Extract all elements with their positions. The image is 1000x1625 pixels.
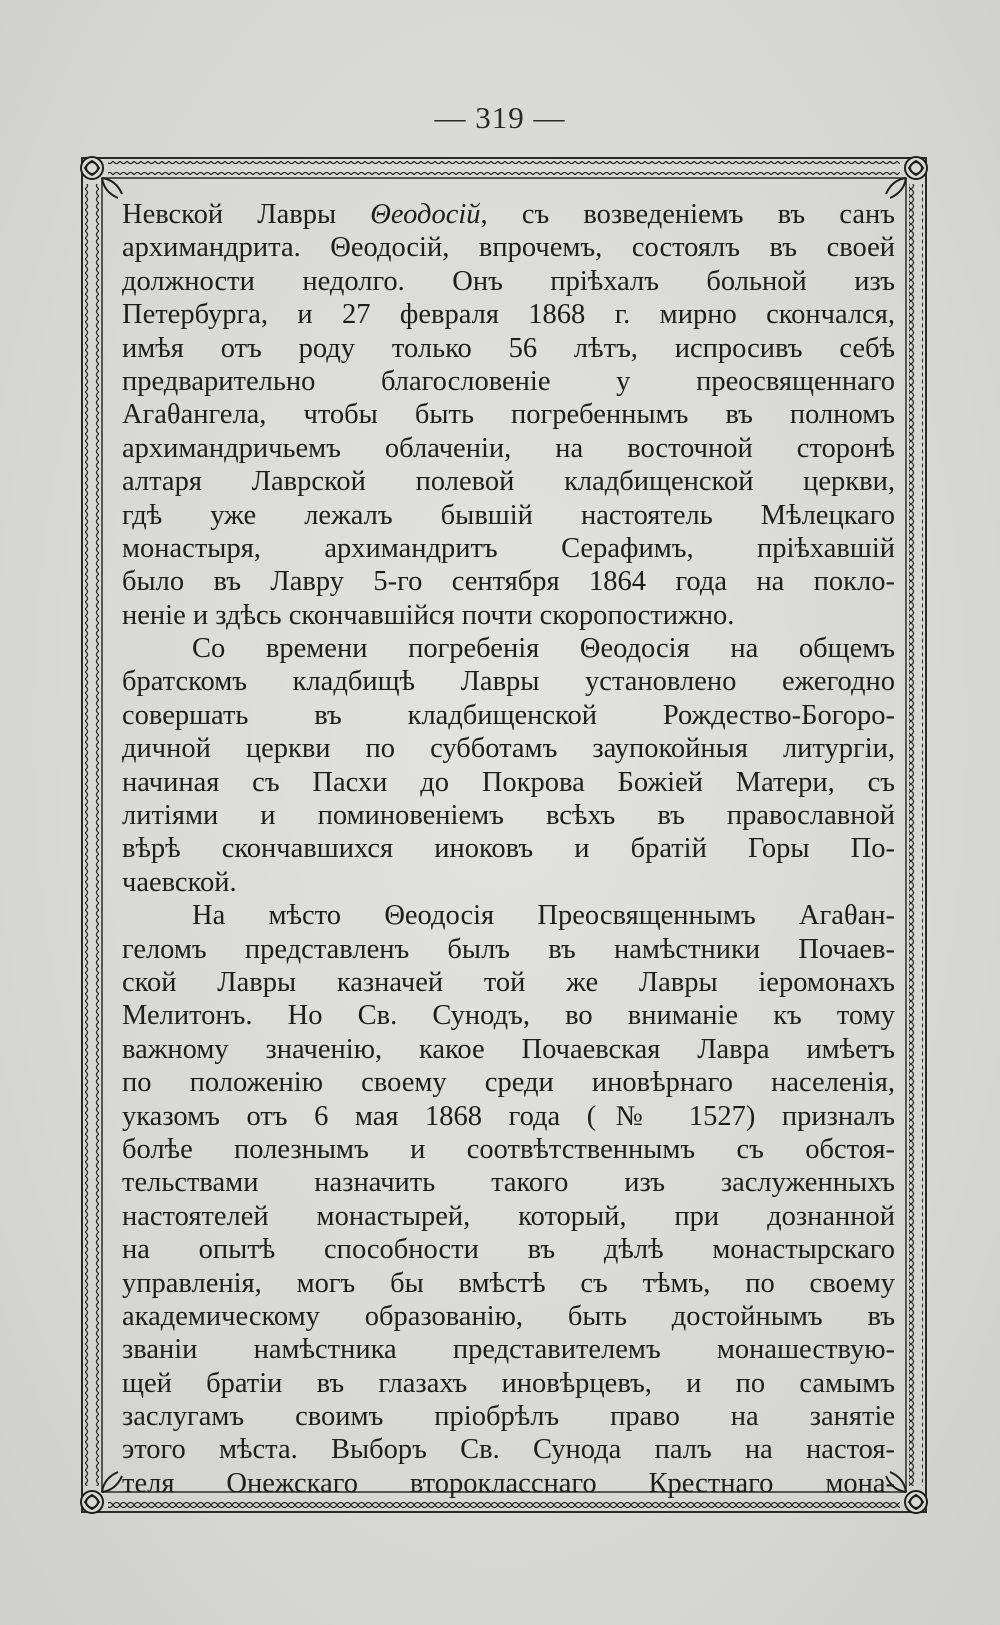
text-line: геломъ представленъ былъ въ намѣстники Почаев- (122, 933, 895, 965)
text-line: по положенію своему среди иновѣрнаго населенія, (122, 1067, 895, 1099)
text-line: имѣя отъ роду только 56 лѣтъ, испросивъ себѣ (122, 332, 895, 364)
text-line: указомъ отъ 6 мая 1868 года (№ 1527) призналъ (122, 1100, 895, 1132)
ornamental-frame (78, 154, 930, 1516)
text-line: архимандрита. Θеодосій, впрочемъ, состоялъ въ своей (122, 232, 895, 264)
text-line: управленія, могъ бы вмѣстѣ съ тѣмъ, по своему (122, 1267, 895, 1299)
text-line: щей братіи въ глазахъ иновѣрцевъ, и по самымъ (122, 1367, 895, 1399)
text-line: предварительно благословеніе у преосвященнаго (122, 365, 895, 397)
text-line: Невской Лавры Θеодосій, съ возведеніемъ въ санъ (122, 199, 895, 230)
text-line: На мѣсто Θеодосія Преосвященнымъ Агаθан- (192, 900, 895, 932)
text-line: заслугамъ своимъ пріобрѣлъ право на занятіе (122, 1401, 895, 1433)
text-line: совершать въ кладбищенской Рождество-Богоро- (122, 699, 895, 731)
text-line: тельствами назначить такого изъ заслуженныхъ (122, 1167, 895, 1199)
text-line: теля Онежскаго второкласснаго Крестнаго мона- (122, 1467, 895, 1499)
text-line: академическому образованію, быть достойнымъ въ (122, 1300, 895, 1332)
text-line: Мелитонъ. Но Св. Сунодъ, во вниманіе къ тому (122, 1000, 895, 1032)
text-line: литіями и поминовеніемъ всѣхъ въ православной (122, 800, 895, 832)
text-line: должности недолго. Онъ пріѣхалъ больной изъ (122, 265, 895, 297)
text-line: вѣрѣ скончавшихся иноковъ и братій Горы По- (122, 833, 895, 865)
text-line: было въ Лавру 5-го сентября 1864 года на покло- (122, 566, 895, 598)
text-line: ской Лавры казначей той же Лавры іеромонахъ (122, 966, 895, 998)
text-line: Петербурга, и 27 февраля 1868 г. мирно скончался, (122, 299, 895, 331)
text-line: неніе и здѣсь скончавшійся почти скоропостижно. (122, 599, 735, 631)
text-line: монастыря, архимандритъ Серафимъ, пріѣхавшій (122, 532, 895, 564)
text-line: на опытѣ способности въ дѣлѣ монастырскаго (122, 1234, 895, 1266)
text-line: братскомъ кладбищѣ Лавры установлено ежегодно (122, 666, 895, 698)
text-line: Со времени погребенія Θеодосія на общемъ (192, 633, 895, 665)
text-line: гдѣ уже лежалъ бывшій настоятель Мѣлецкаго (122, 499, 895, 531)
text-line: болѣе полезнымъ и соотвѣтственнымъ съ обстоя- (122, 1133, 895, 1165)
page-number: — 319 — (434, 100, 566, 135)
text-line: чаевской. (122, 866, 237, 898)
text-line: начиная съ Пасхи до Покрова Божіей Матери, съ (122, 766, 895, 798)
text-line: дичной церкви по субботамъ заупокойныя литургіи, (122, 733, 895, 765)
text-line: Агаθангела, чтобы быть погребеннымъ въ полномъ (122, 399, 895, 431)
body-text (122, 198, 895, 1500)
text-line: настоятелей монастырей, который, при дознанной (122, 1200, 895, 1232)
text-line: важному значенію, какое Почаевская Лавра имѣетъ (122, 1033, 895, 1065)
text-line: этого мѣста. Выборъ Св. Сунода палъ на настоя- (122, 1434, 895, 1466)
text-line: званіи намѣстника представителемъ монашествую- (122, 1334, 895, 1366)
text-line: архимандричьемъ облаченіи, на восточной сторонѣ (122, 432, 895, 464)
text-line: алтаря Лаврской полевой кладбищенской церкви, (122, 466, 895, 498)
